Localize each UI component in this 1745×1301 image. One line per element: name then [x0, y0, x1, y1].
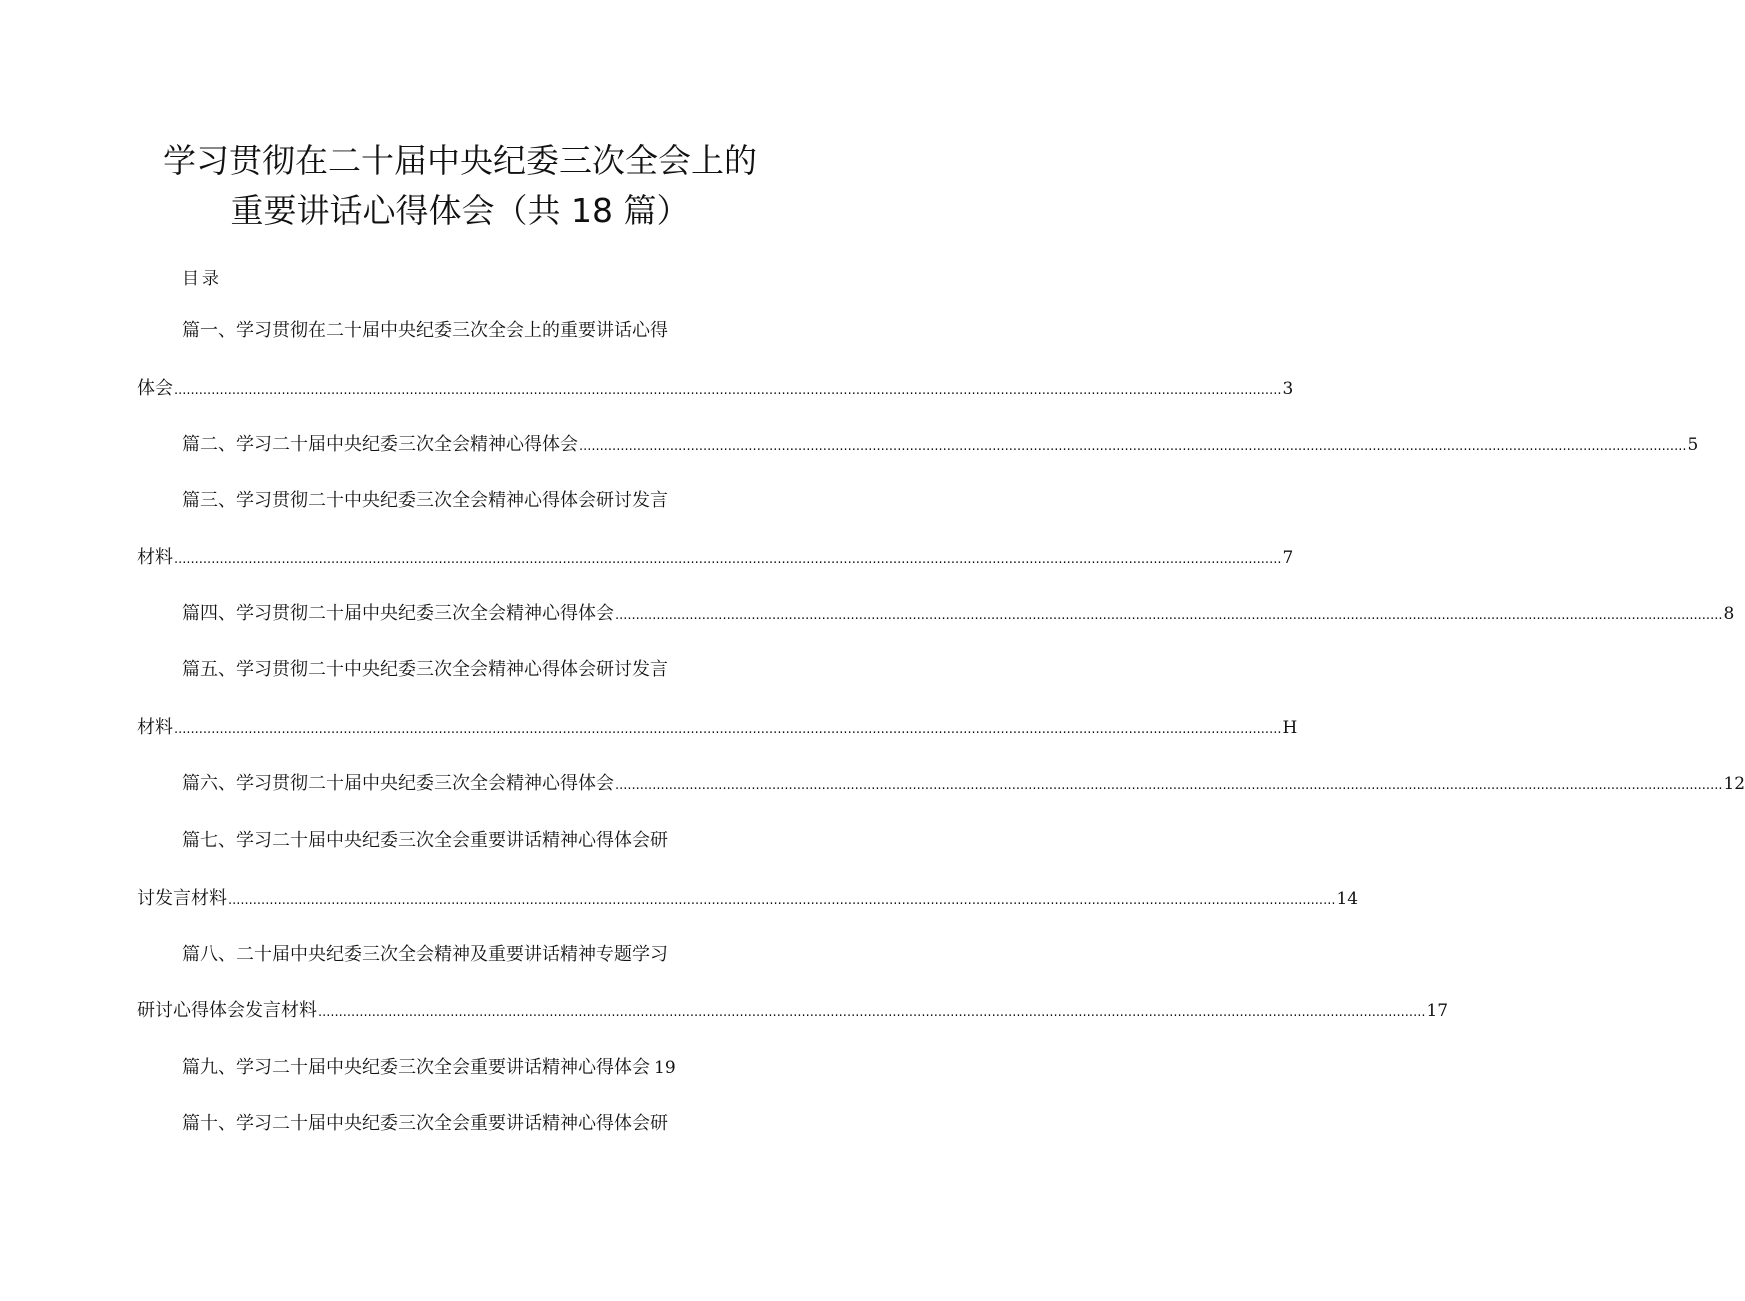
leader-dots: ............................................................................................................................................................................................................................................................................ — [228, 893, 1336, 908]
toc-entry-6[interactable] — [182, 771, 1745, 797]
toc-entry-10-title[interactable]: 篇十、学习二十届中央纪委三次全会重要讲话精神心得体会研 — [182, 1113, 668, 1134]
toc-entry-2[interactable] — [182, 432, 1699, 458]
toc-entry-4-title: 篇四、学习贯彻二十届中央纪委三次全会精神心得体会 — [182, 603, 614, 624]
toc-heading: 目录 — [182, 269, 222, 289]
toc-entry-5-title[interactable]: 篇五、学习贯彻二十中央纪委三次全会精神心得体会研讨发言 — [182, 659, 668, 680]
toc-entry-7-continuation[interactable] — [137, 886, 1359, 912]
leader-dots: ............................................................................................................................................................................................................................................................................ — [579, 439, 1687, 454]
toc-entry-7-page: 14 — [1336, 889, 1359, 909]
toc-entry-9[interactable] — [182, 1055, 742, 1081]
toc-entry-8-page: 17 — [1426, 1001, 1449, 1021]
toc-entry-3-continuation[interactable] — [137, 545, 1294, 571]
toc-entry-9-page: 19 — [654, 1058, 676, 1078]
toc-entry-7-title[interactable]: 篇七、学习二十届中央纪委三次全会重要讲话精神心得体会研 — [182, 830, 668, 851]
leader-dots: ............................................................................................................................................................................................................................................................................ — [615, 608, 1723, 623]
toc-entry-8-title[interactable]: 篇八、二十届中央纪委三次全会精神及重要讲话精神专题学习 — [182, 944, 668, 965]
document-title-line-2: 重要讲话心得体会（共 18 篇） — [230, 191, 690, 230]
toc-entry-6-page: 12 — [1723, 774, 1745, 794]
toc-entry-8-continuation[interactable] — [137, 998, 1449, 1024]
leader-dots: ............................................................................................................................................................................................................................................................................ — [174, 383, 1282, 398]
toc-entry-2-page: 5 — [1687, 435, 1699, 455]
toc-entry-3-title[interactable]: 篇三、学习贯彻二十中央纪委三次全会精神心得体会研讨发言 — [182, 490, 668, 511]
toc-entry-5-page: H — [1282, 718, 1298, 738]
toc-entry-1-page: 3 — [1282, 379, 1294, 399]
toc-entry-7-title-end: 讨发言材料 — [137, 888, 227, 909]
toc-entry-2-title: 篇二、学习二十届中央纪委三次全会精神心得体会 — [182, 434, 578, 455]
toc-entry-4[interactable] — [182, 601, 1735, 627]
toc-entry-4-page: 8 — [1723, 604, 1735, 624]
leader-dots: ............................................................................................................................................................................................................................................................................ — [174, 552, 1282, 567]
leader-dots: ............................................................................................................................................................................................................................................................................ — [318, 1005, 1426, 1020]
toc-entry-8-title-end: 研讨心得体会发言材料 — [137, 1000, 317, 1021]
toc-entry-1-continuation[interactable] — [137, 376, 1294, 402]
toc-entry-5-continuation[interactable] — [137, 715, 1298, 741]
toc-entry-1-title-end: 体会 — [137, 378, 173, 399]
toc-entry-3-title-end: 材料 — [137, 547, 173, 568]
toc-entry-9-title: 篇九、学习二十届中央纪委三次全会重要讲话精神心得体会 — [182, 1057, 650, 1078]
leader-dots: ............................................................................................................................................................................................................................................................................ — [615, 778, 1723, 793]
toc-entry-6-title: 篇六、学习贯彻二十届中央纪委三次全会精神心得体会 — [182, 773, 614, 794]
toc-entry-3-page: 7 — [1282, 548, 1294, 568]
toc-entry-5-title-end: 材料 — [137, 717, 173, 738]
leader-dots: ............................................................................................................................................................................................................................................................................ — [174, 722, 1282, 737]
toc-entry-1-title[interactable]: 篇一、学习贯彻在二十届中央纪委三次全会上的重要讲话心得 — [182, 320, 668, 341]
document-title-line-1: 学习贯彻在二十届中央纪委三次全会上的 — [163, 141, 757, 180]
